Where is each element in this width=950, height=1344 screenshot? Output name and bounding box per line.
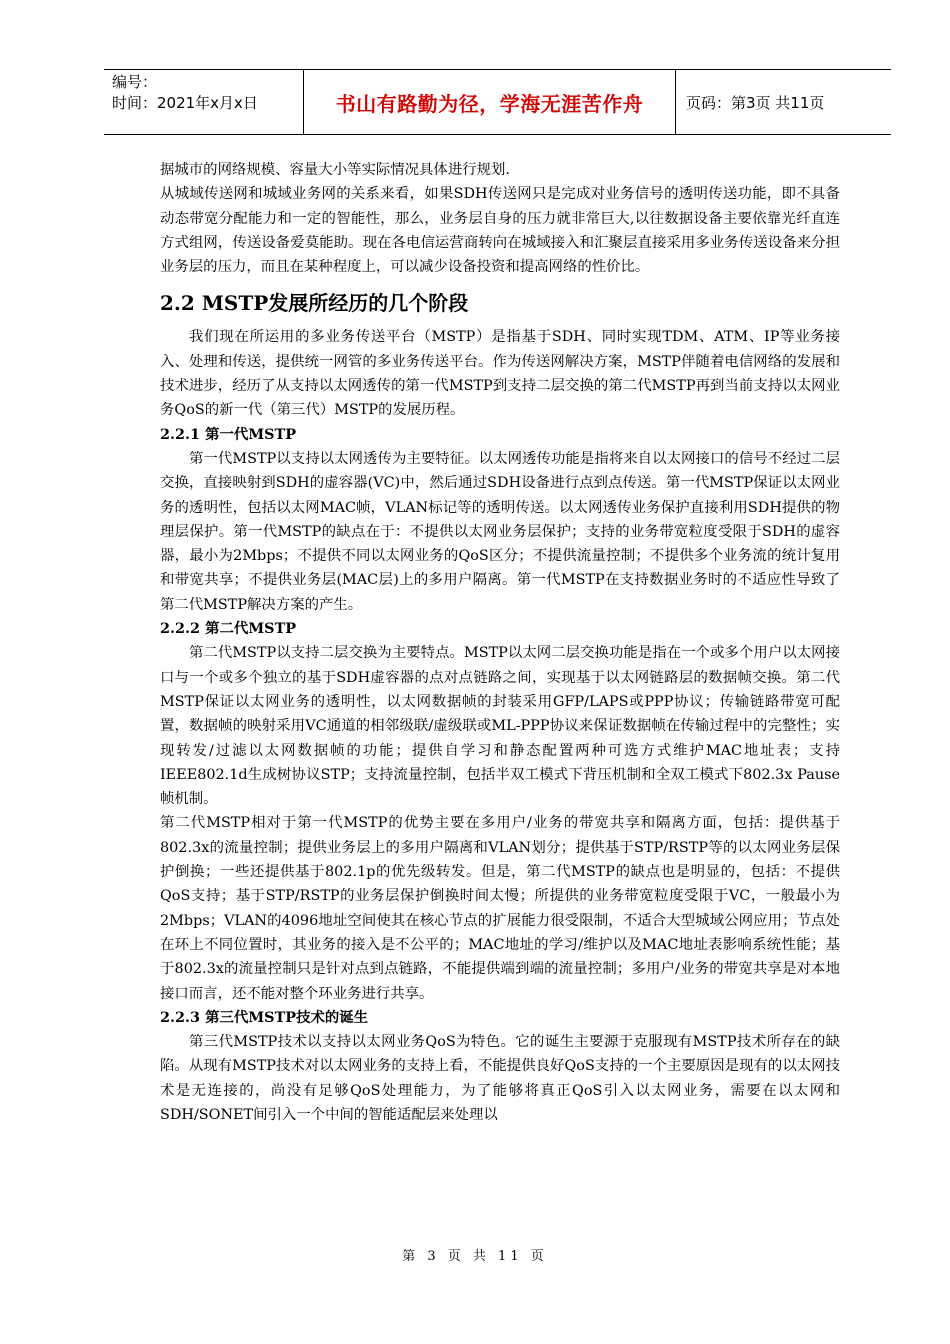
paragraph-intro-1: 据城市的网络规模、容量大小等实际情况具体进行规划.: [160, 162, 510, 178]
document-body: [160, 158, 840, 1127]
paragraph-2-2: 我们现在所运用的多业务传送平台（MSTP）是指基于SDH、同时实现TDM、ATM、IP等业务接入、处理和传送，提供统一网管的多业务传送平台。作为传送网解决方案，MSTP伴随着电信网络的发展和技术进步，经历了从支持以太网透传的第一代MSTP到支持二层交换的第二代MSTP再到当前支持以太网业务QoS的新一代（第三代）MSTP的发展历程。: [160, 329, 840, 419]
section-heading-2-2-1: 2.2.1 第一代MSTP: [160, 425, 297, 443]
paragraph-2-2-3: 第三代MSTP技术以支持以太网业务QoS为特色。它的诞生主要源于克服现有MSTP技术所存在的缺陷。从现有MSTP技术对以太网业务的支持上看，不能提供良好QoS支持的一个主要原因是现有的以太网技术是无连接的，尚没有足够QoS处理能力，为了能够将真正QoS引入以太网业务，需要在以太网和SDH/SONET间引入一个中间的智能适配层来处理以: [160, 1034, 840, 1123]
section-heading-2-2: 2.2 MSTP发展所经历的几个阶段: [160, 291, 469, 316]
number-label: 编号：: [112, 73, 158, 91]
paragraph-intro-2: 从城域传送网和城域业务网的关系来看，如果SDH传送网只是完成对业务信号的透明传送功能，即不具备动态带宽分配能力和一定的智能性，那么，业务层自身的压力就非常巨大,以往数据设备主要依靠光纤直连方式组网，传送设备爱莫能助。现在各电信运营商转向在城域接入和汇聚层直接采用多业务传送设备来分担业务层的压力，而且在某种程度上，可以减少设备投资和提高网络的性价比。: [160, 186, 840, 276]
paragraph-2-2-2-a: 第二代MSTP以支持二层交换为主要特点。MSTP以太网二层交换功能是指在一个或多个用户以太网接口与一个或多个独立的基于SDH虚容器的点对点链路之间，实现基于以太网链路层的数据帧交换。第二代MSTP保证以太网业务的透明性，以太网数据帧的封装采用GFP/LAPS或PPP协议；传输链路带宽可配置，数据帧的映射采用VC通道的相邻级联/虚级联或ML-PPP协议来保证数据帧在传输过程中的完整性；实现转发/过滤以太网数据帧的功能；提供自学习和静态配置两种可选方式维护MAC地址表；支持IEEE802.1d生成树协议STP；支持流量控制，包括半双工模式下背压机制和全双工模式下802.3x Pause帧机制。: [160, 645, 840, 808]
time-label: 时间：2021年x月x日: [112, 94, 258, 112]
header-motto: 书山有路勤为径，学海无涯苦作舟: [335, 91, 644, 116]
header-meta: [104, 70, 304, 134]
section-heading-2-2-3: 2.2.3 第三代MSTP技术的诞生: [160, 1008, 369, 1026]
section-heading-2-2-2: 2.2.2 第二代MSTP: [160, 620, 297, 638]
header-motto-cell: [304, 70, 676, 134]
paragraph-2-2-1: 第一代MSTP以支持以太网透传为主要特征。以太网透传功能是指将来自以太网接口的信号不经过二层交换，直接映射到SDH的虚容器(VC)中，然后通过SDH设备进行点到点传送。第一代MSTP保证以太网业务的透明性，包括以太网MAC帧，VLAN标记等的透明传送。以太网透传业务保护直接利用SDH提供的物理层保护。第一代MSTP的缺点在于：不提供以太网业务层保护；支持的业务带宽粒度受限于SDH的虚容器，最小为2Mbps；不提供不同以太网业务的QoS区分；不提供流量控制；不提供多个业务流的统计复用和带宽共享；不提供业务层(MAC层)上的多用户隔离。第一代MSTP在支持数据业务时的不适应性导致了第二代MSTP解决方案的产生。: [160, 450, 840, 613]
document-header: [104, 69, 891, 135]
header-page-info: 页码：第3页 共11页: [686, 93, 825, 112]
page-footer: 第 3 页 共 11 页: [402, 1249, 548, 1264]
paragraph-2-2-2-b: 第二代MSTP相对于第一代MSTP的优势主要在多用户/业务的带宽共享和隔离方面，包括：提供基于802.3x的流量控制；提供业务层上的多用户隔离和VLAN划分；提供基于STP/RSTP等的以太网业务层保护倒换；一些还提供基于802.1p的优先级转发。但是，第二代MSTP的缺点也是明显的，包括：不提供QoS支持；基于STP/RSTP的业务层保护倒换时间太慢；所提供的业务带宽粒度受限于VC，一般最小为2Mbps；VLAN的4096地址空间使其在核心节点的扩展能力很受限制，不适合大型城域公网应用；节点处在环上不同位置时，其业务的接入是不公平的；MAC地址的学习/维护以及MAC地址表影响系统性能；基于802.3x的流量控制只是针对点到点链路，不能提供端到端的流量控制；多用户/业务的带宽共享是对本地接口而言，还不能对整个环业务进行共享。: [160, 815, 840, 1002]
